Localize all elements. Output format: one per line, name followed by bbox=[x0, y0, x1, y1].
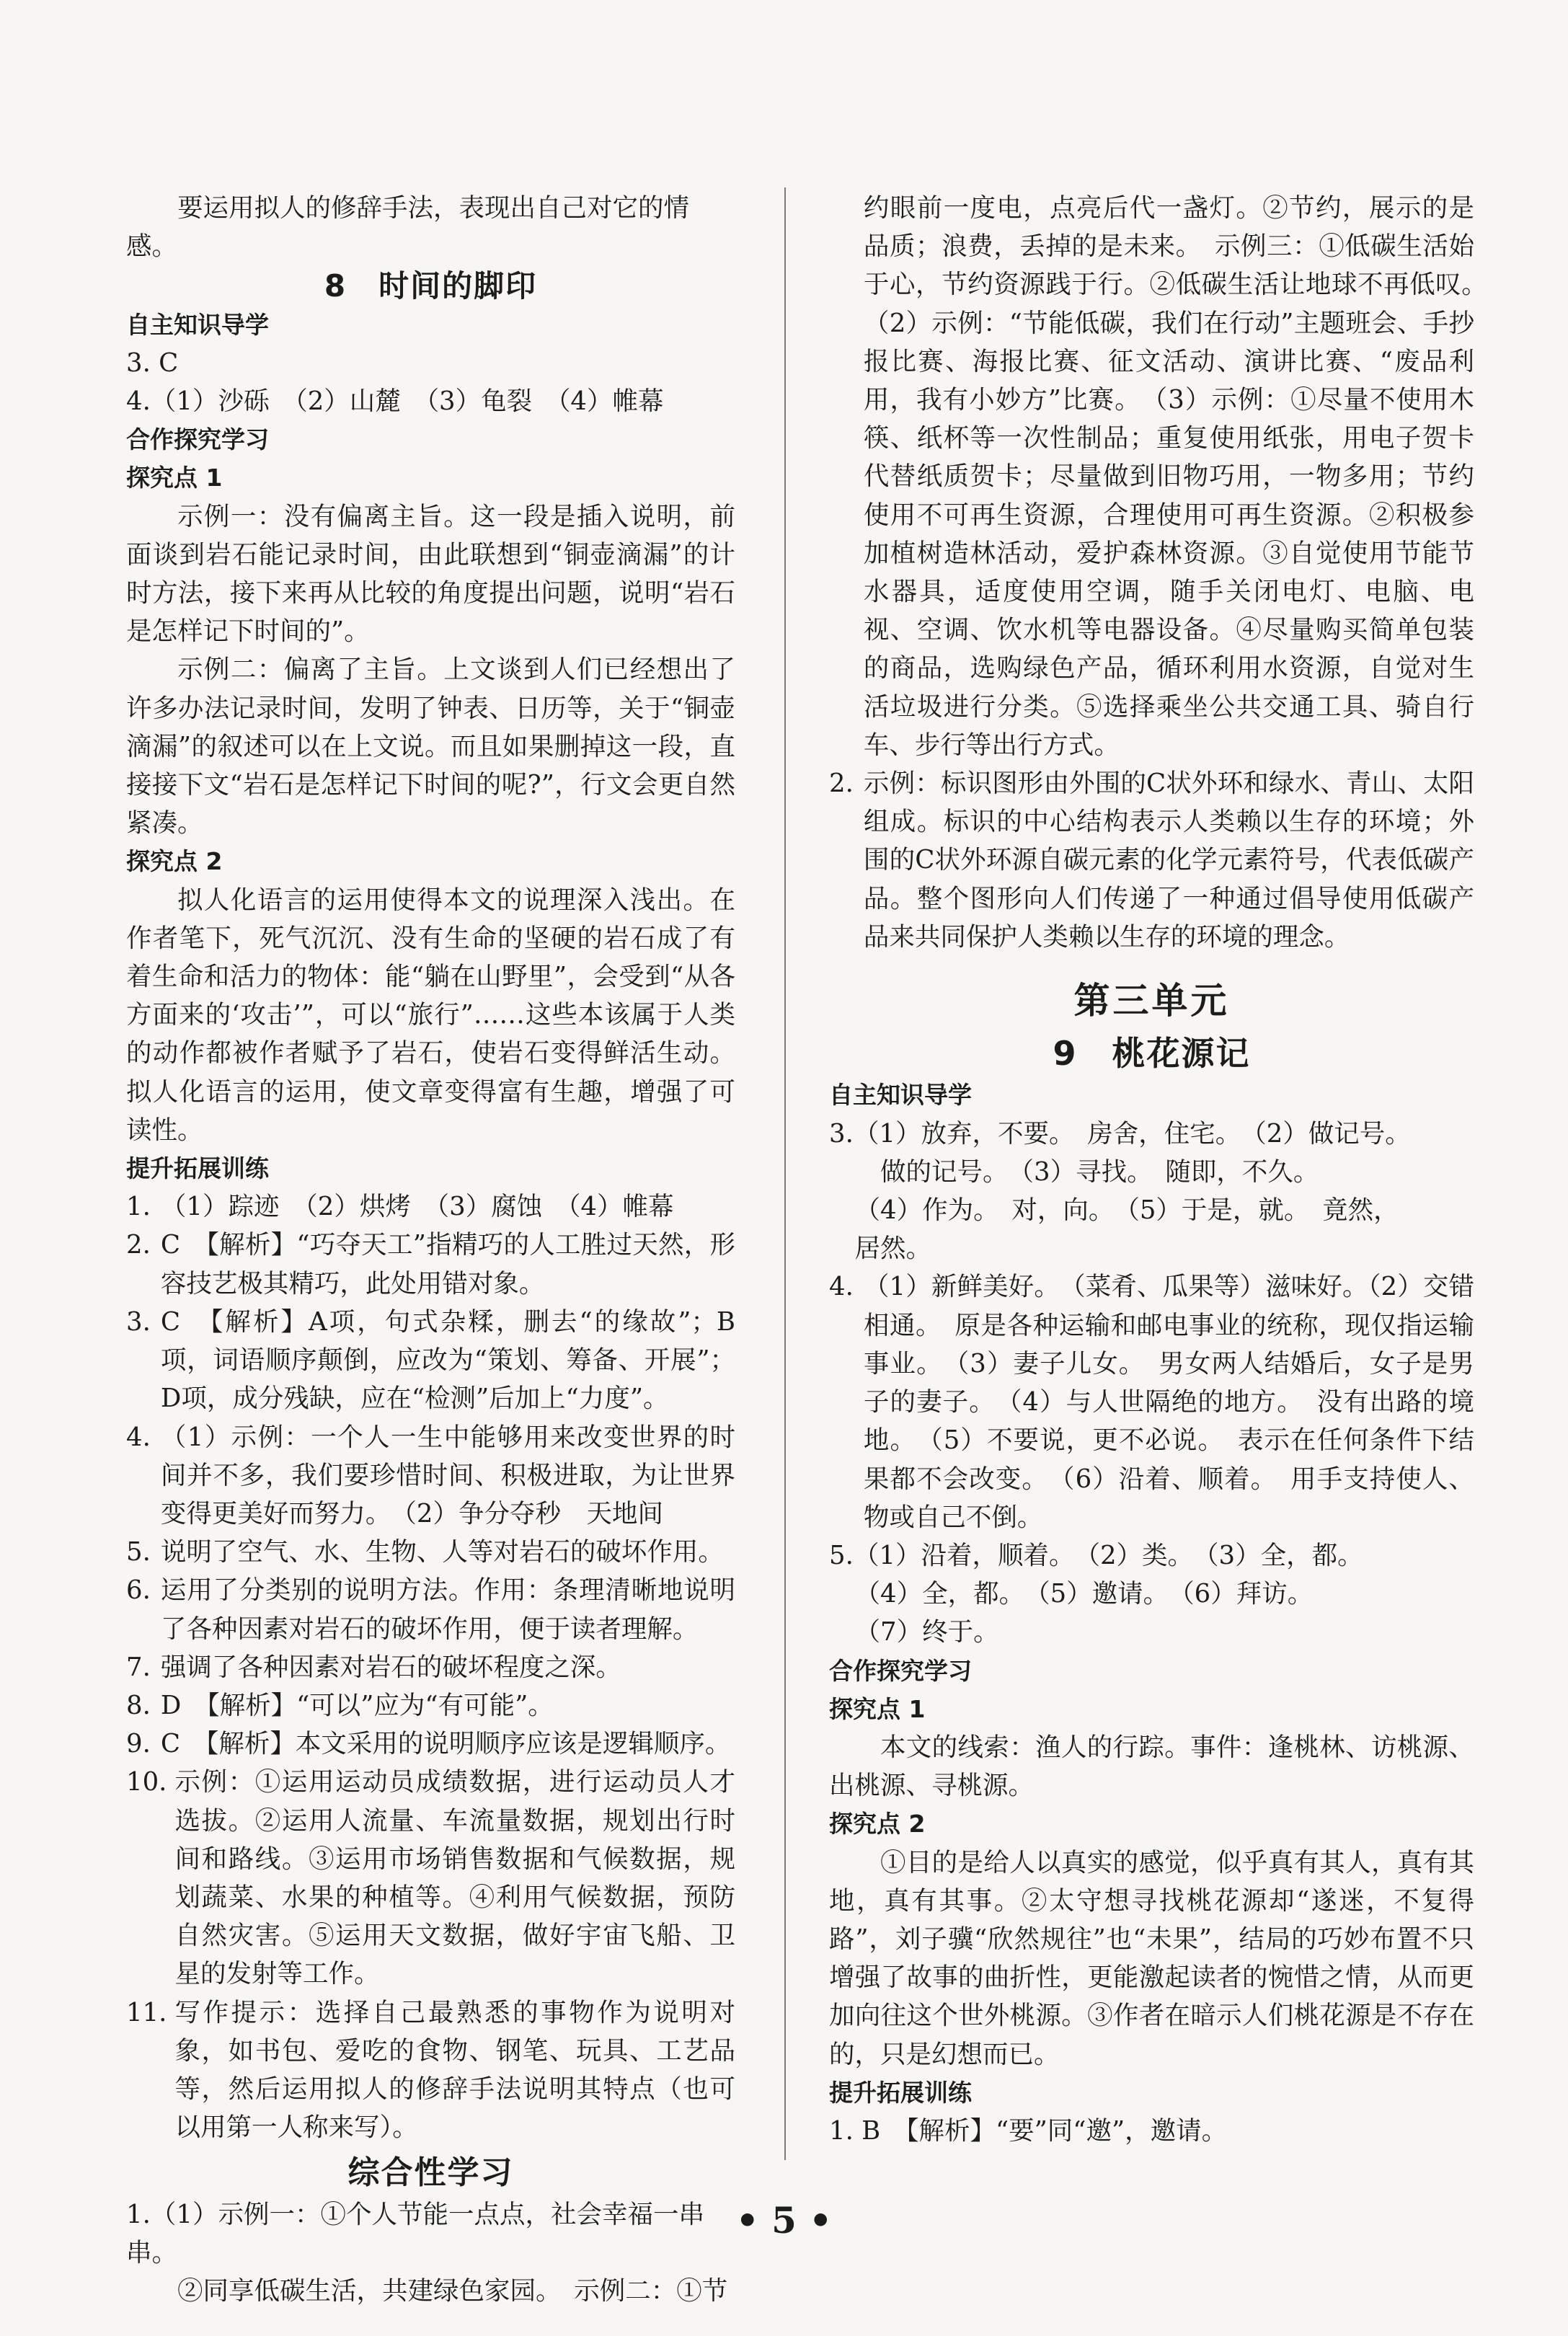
last-answer: 1. B 【解析】“要”同“邀”，邀请。 bbox=[829, 2115, 1228, 2146]
item-number: 5. bbox=[126, 1537, 151, 1567]
zonghe-answer-1b: ②同享低碳生活，共建绿色家园。 示例二：①节 bbox=[177, 2275, 728, 2306]
item-number: 11. bbox=[126, 1997, 167, 2027]
lesson-9-title: 9 桃花源记 bbox=[1053, 1034, 1251, 1074]
item-text: C 【解析】A项，句式杂糅，删去“的缘故”；B项，词语顺序颠倒，应改为“策划、筹备、开展”；D项，成分残缺，应在“检测”后加上“力度”。 bbox=[160, 1306, 735, 1414]
explore-2-b-text: ①目的是给人以真实的感觉，似乎真有其人，真有其地，真有其事。②太守想寻找桃花源却“遂迷，不复得路”，刘子骥“欣然规往”也“未果”，结局的巧妙布置不只增强了故事的曲折性，更能激起读者的惋惜之情，从而更加向往这个世外桃源。③作者在暗示人们桃花源是不存在的，只是幻想而已。 bbox=[829, 1847, 1474, 2069]
item-number: 6. bbox=[126, 1575, 151, 1606]
explore-point-1: 探究点 1 bbox=[126, 464, 223, 492]
top-line: 要运用拟人的修辞手法，表现出自己对它的情感。 bbox=[126, 193, 690, 262]
explore-1-b-text: 本文的线索：渔人的行踪。事件：逢桃林、访桃源、出桃源、寻桃源。 bbox=[829, 1732, 1474, 1801]
section-zizhu-2: 自主知识导学 bbox=[829, 1081, 972, 1110]
zonghe-title: 综合性学习 bbox=[347, 2154, 514, 2192]
item-text: 示例：标识图形由外围的C状外环和绿水、青山、太阳组成。标识的中心结构表示人类赖以生存的环境；外围的C状外环源自碳元素的化学元素符号，代表低碳产品。整个图形向人们传递了一种通过倡导使用低碳产品来共同保护人类赖以生存的环境的理念。 bbox=[863, 769, 1474, 952]
explore-1-example-2: 示例二：偏离了主旨。上文谈到人们已经想出了许多办法记录时间，发明了钟表、日历等，关于“铜壶滴漏”的叙述可以在上文说。而且如果删掉这一段，直接接下文“岩石是怎样记下时间的呢?”，行文会更自然紧凑。 bbox=[126, 655, 735, 839]
section-tisheng-2: 提升拓展训练 bbox=[829, 2078, 972, 2107]
list-item bbox=[829, 1267, 1474, 1536]
list-item bbox=[126, 1648, 735, 1686]
item-text: 说明了空气、水、生物、人等对岩石的破坏作用。 bbox=[160, 1537, 724, 1567]
section-zizhu: 自主知识导学 bbox=[126, 310, 269, 339]
item-number: 4. bbox=[829, 1272, 854, 1302]
list-item bbox=[126, 1994, 735, 2147]
item-text: 示例：①运用运动员成绩数据，进行运动员人才选拔。②运用人流量、车流量数据，规划出行时间和路线。③运用市场销售数据和气候数据，规划蔬菜、水果的种植等。④利用气候数据，预防自然灾害。⑤运用天文数据，做好宇宙飞船、卫星的发射等工作。 bbox=[174, 1767, 735, 1989]
item-number: 2. bbox=[126, 1230, 151, 1260]
item-text: （1）新鲜美好。 （菜肴、瓜果等）滋味好。（2）交错相通。 原是各种运输和邮电事业的统称，现仅指运输事业。 （3）妻子儿女。 男女两人结婚后，女子是男子的妻子。 （4）与人世隔绝的地方。 没有出路的境地。 （5）不要说，更不必说。 表示在任何条件下结果都不会改变。 （6）沿着、顺着。 用手支持使人、物或自己不倒。 bbox=[863, 1272, 1474, 1532]
list-item bbox=[126, 1725, 735, 1763]
item-text: C 【解析】“巧夺天工”指精巧的人工胜过天然，形容技艺极其精巧，此处用错对象。 bbox=[160, 1230, 735, 1298]
item-number: 3. bbox=[126, 1306, 151, 1337]
q5-line-3: （7）终于。 bbox=[854, 1617, 999, 1647]
item-number: 7. bbox=[126, 1652, 151, 1682]
item-text: 强调了各种因素对岩石的破坏程度之深。 bbox=[160, 1652, 621, 1682]
right-column bbox=[829, 189, 1500, 2150]
q3-line-2: 做的记号。 （3）寻找。 随即，不久。 bbox=[880, 1156, 1319, 1187]
q5-line-1: 5.（1）沿着，顺着。 （2）类。 （3）全，都。 bbox=[829, 1540, 1363, 1570]
item-text: 写作提示：选择自己最熟悉的事物作为说明对象，如书包、爱吃的食物、钢笔、玩具、工艺品等，然后运用拟人的修辞手法说明其特点（也可以用第一人称来写）。 bbox=[174, 1997, 735, 2143]
item-text: C 【解析】本文采用的说明顺序应该是逻辑顺序。 bbox=[160, 1729, 731, 1759]
list-item bbox=[126, 1187, 735, 1226]
explore-2-text: 拟人化语言的运用使得本文的说理深入浅出。在作者笔下，死气沉沉、没有生命的坚硬的岩石成了有着生命和活力的物体：能“躺在山野里”，会受到“从各方面来的‘攻击’”，可以“旅行”……这些本该属于人类的动作都被作者赋予了岩石，使岩石变得鲜活生动。拟人化语言的运用，使文章变得富有生趣，增强了可读性。 bbox=[126, 885, 735, 1145]
section-hezuo: 合作探究学习 bbox=[126, 425, 269, 454]
zonghe-answer-1a: 1.（1）示例一：①个人节能一点点，社会幸福一串串。 bbox=[126, 2199, 704, 2268]
item-number: 2. bbox=[829, 769, 854, 799]
explore-1-example-1: 示例一：没有偏离主旨。这一段是插入说明，前面谈到岩石能记录时间，由此联想到“铜壶滴漏”的计时方法，接下来再从比较的角度提出问题，说明“岩石是怎样记下时间的”。 bbox=[126, 501, 735, 647]
section-tisheng: 提升拓展训练 bbox=[126, 1154, 269, 1183]
left-column bbox=[126, 189, 735, 2310]
item-number: 9. bbox=[126, 1729, 151, 1759]
section-hezuo-2: 合作探究学习 bbox=[829, 1656, 972, 1685]
list-item bbox=[126, 1533, 735, 1571]
lesson-8-title: 8 时间的脚印 bbox=[324, 268, 538, 304]
page-number: • 5 • bbox=[735, 2199, 833, 2242]
item-number: 10. bbox=[126, 1767, 167, 1797]
list-item bbox=[126, 1226, 735, 1302]
item-text: 运用了分类别的说明方法。作用：条理清晰地说明了各种因素对岩石的破坏作用，便于读者理解。 bbox=[160, 1575, 735, 1644]
explore-point-2: 探究点 2 bbox=[126, 847, 223, 876]
q5-line-2: （4）全，都。 （5）邀请。 （6）拜访。 bbox=[854, 1579, 1314, 1609]
explore-point-1-b: 探究点 1 bbox=[829, 1694, 926, 1723]
list-item bbox=[126, 1571, 735, 1647]
item-text: （1）示例：一个人一生中能够用来改变世界的时间并不多，我们要珍惜时间、积极进取，为让世界变得更美好而努力。 （2）争分夺秒 天地间 bbox=[160, 1422, 735, 1528]
item-text: （1）踪迹 （2）烘烤 （3）腐蚀 （4）帷幕 bbox=[160, 1192, 674, 1222]
q3-line-3: （4）作为。 对，向。 （5）于是，就。 竟然， bbox=[854, 1195, 1399, 1226]
list-item bbox=[126, 1418, 735, 1534]
column-divider bbox=[784, 187, 786, 2160]
explore-point-2-b: 探究点 2 bbox=[829, 1810, 926, 1839]
list-item bbox=[126, 1303, 735, 1418]
answer-4: 4.（1）沙砾 （2）山麓 （3）龟裂 （4）帷幕 bbox=[126, 386, 664, 417]
q3-line-1: 3.（1）放弃，不要。 房舍，住宅。 （2）做记号。 bbox=[829, 1118, 1411, 1149]
item-number: 1. bbox=[126, 1192, 151, 1222]
unit-title: 第三单元 bbox=[1073, 980, 1230, 1022]
zonghe-continued: 约眼前一度电，点亮后代一盏灯。②节约，展示的是品质；浪费，丢掉的是未来。 示例三：①低碳生活始于心，节约资源践于行。②低碳生活让地球不再低叹。 （2）示例：“节能低碳，我们在行动”主题班会、手抄报比赛、海报比赛、征文活动、演讲比赛、“废品利用，我有小妙方”比赛。 （3）示例：①尽量不使用木筷、纸杯等一次性制品；重复使用纸张，用电子贺卡代替纸质贺卡；尽量做到旧物巧用，一物多用；节约使用不可再生资源，合理使用可再生资源。②积极参加植树造林活动，爱护森林资源。③自觉使用节能节水器具，适度使用空调，随手关闭电灯、电脑、电视、空调、饮水机等电器设备。④尽量购买简单包装的商品，选购绿色产品，循环利用水资源，自觉对生活垃圾进行分类。⑤选择乘坐公共交通工具、骑自行车、步行等出行方式。 bbox=[863, 193, 1500, 760]
list-item bbox=[829, 764, 1474, 956]
list-item bbox=[126, 1763, 735, 1993]
list-item bbox=[126, 1686, 735, 1725]
answer-3: 3. C bbox=[126, 348, 179, 378]
item-number: 4. bbox=[126, 1422, 151, 1452]
item-text: D 【解析】“可以”应为“有可能”。 bbox=[160, 1690, 554, 1720]
item-number: 8. bbox=[126, 1690, 151, 1720]
q3-line-4: 居然。 bbox=[854, 1234, 932, 1264]
